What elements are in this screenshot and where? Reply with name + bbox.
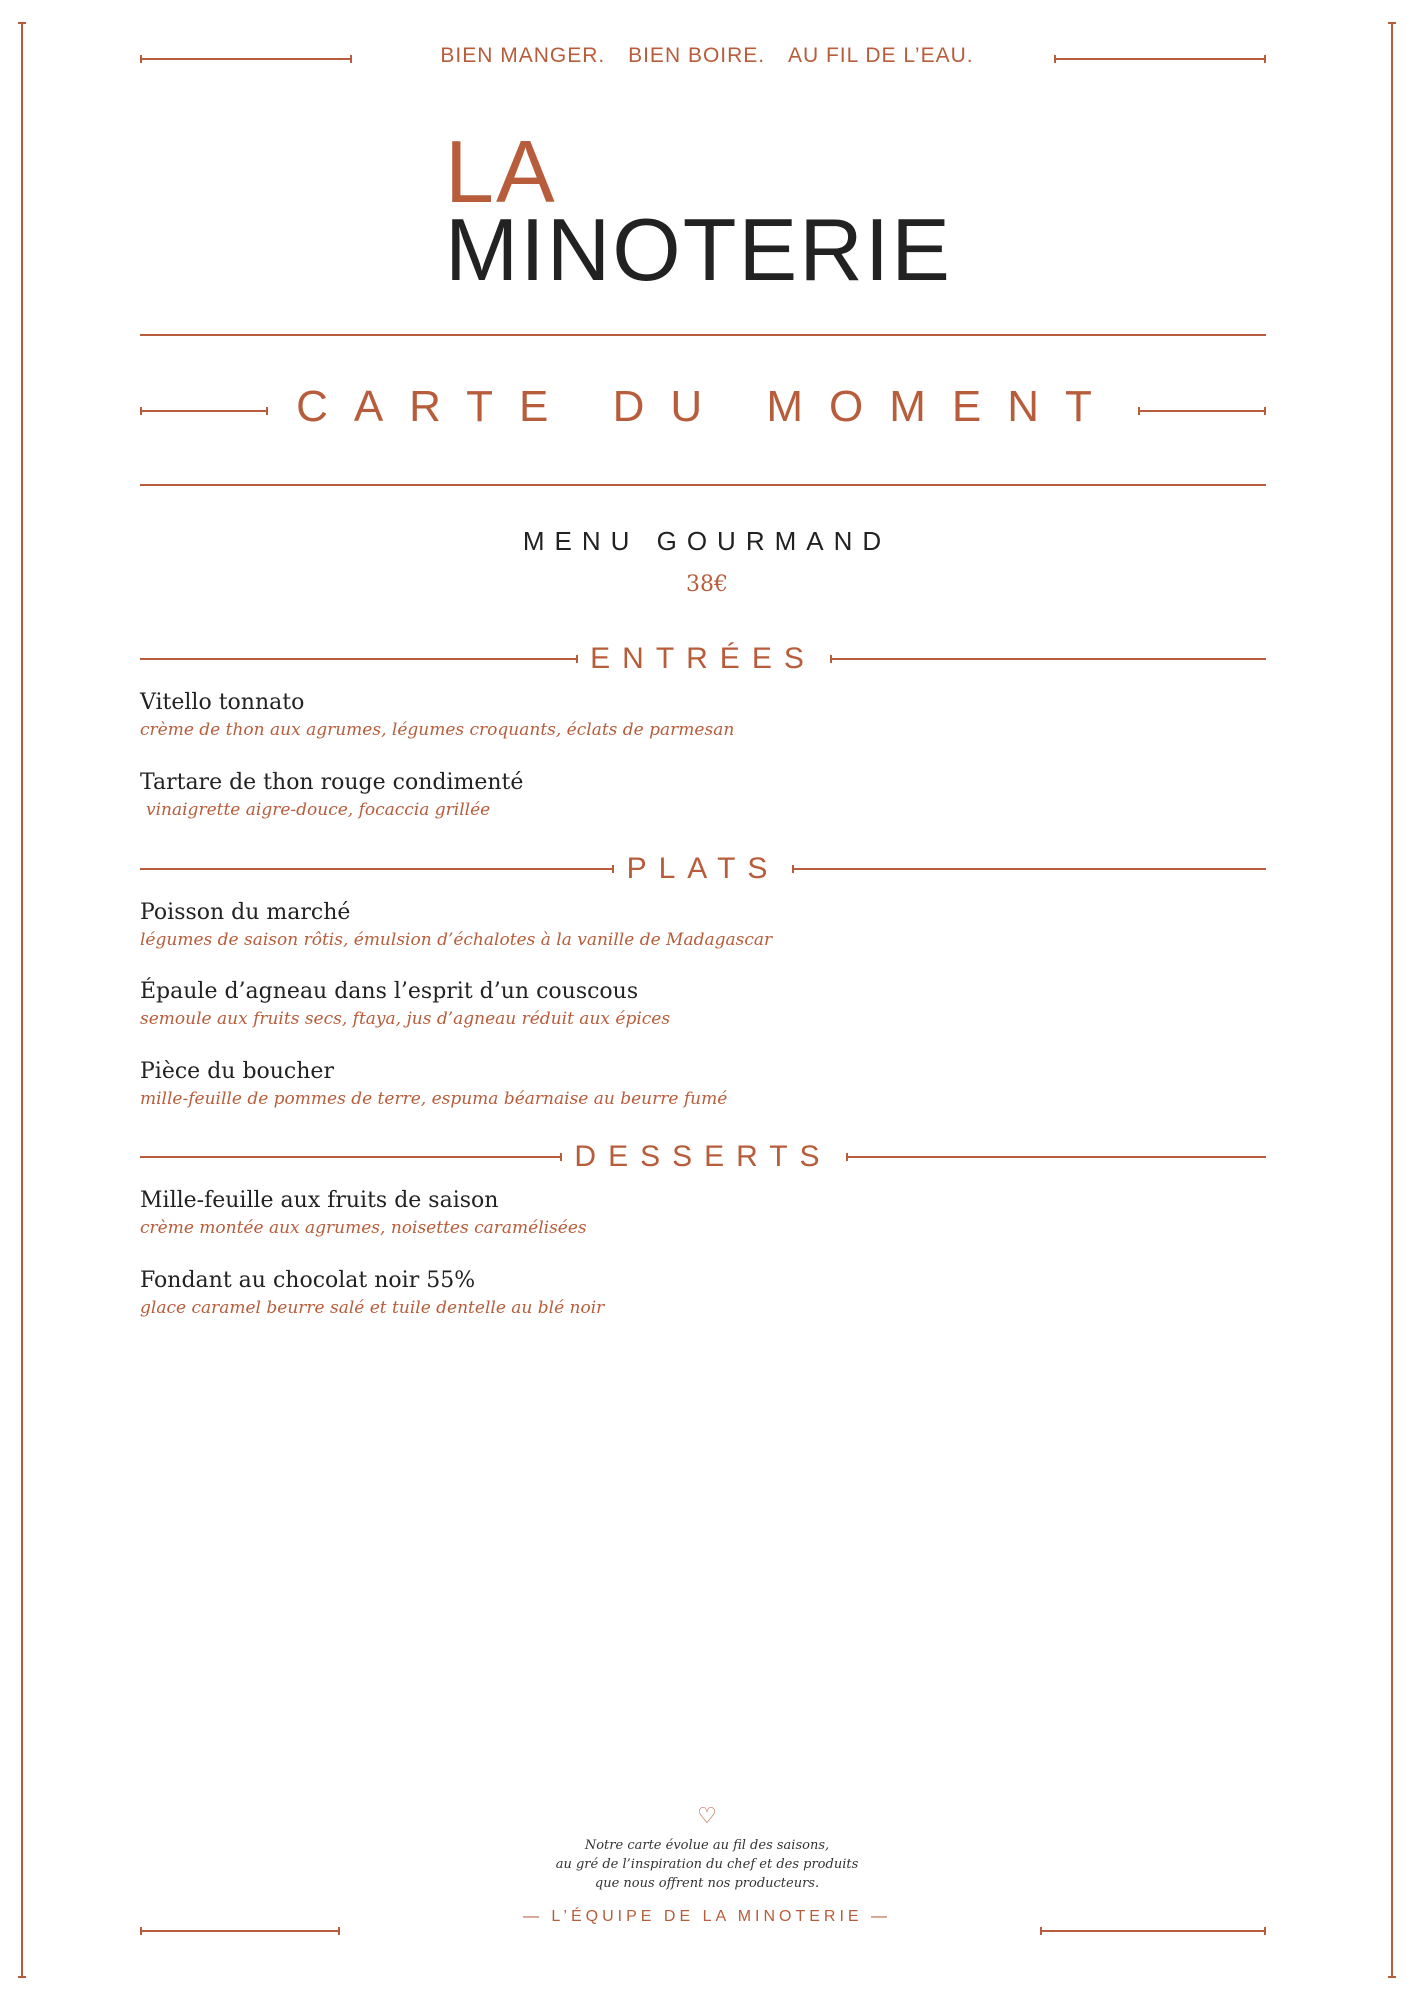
- restaurant-logo: [445, 122, 952, 299]
- dish-item: [140, 1186, 587, 1240]
- dish-name: Fondant au chocolat noir 55%: [140, 1268, 476, 1293]
- dish-item: [140, 977, 670, 1031]
- left-border: [21, 22, 23, 1978]
- tagline-part: BIEN BOIRE.: [628, 44, 766, 67]
- dish-description: légumes de saison rôtis, émulsion d’échalotes à la vanille de Madagascar: [140, 930, 773, 950]
- menu-name: MENU GOURMAND: [522, 526, 892, 556]
- dish-item: [140, 688, 734, 742]
- dish-name: Épaule d’agneau dans l’esprit d’un couscous: [140, 979, 639, 1004]
- dish-name: Poisson du marché: [140, 900, 351, 925]
- footer-line: Notre carte évolue au fil des saisons,: [584, 1838, 830, 1853]
- divider-rule: [140, 334, 1266, 336]
- dish-name: Pièce du boucher: [140, 1059, 334, 1084]
- dish-description: mille-feuille de pommes de terre, espuma béarnaise au beurre fumé: [140, 1089, 728, 1109]
- section-header-desserts: [140, 1137, 1266, 1177]
- section-title: PLATS: [626, 852, 780, 885]
- divider-rule: [140, 484, 1266, 486]
- bottom-left-rule: [140, 1930, 340, 1932]
- section-header-plats: [140, 849, 1266, 889]
- team-signature: — L’ÉQUIPE DE LA MINOTERIE —: [522, 1908, 892, 1925]
- dish-description: crème montée aux agrumes, noisettes caramélisées: [140, 1218, 587, 1238]
- tagline: [0, 44, 1414, 68]
- logo-minoterie: MINOTERIE: [445, 200, 952, 299]
- heart-icon: ♡: [697, 1804, 717, 1829]
- dish-item: [140, 898, 772, 952]
- menu-price: 38€: [686, 572, 728, 597]
- tagline-part: AU FIL DE L’EAU.: [787, 44, 974, 67]
- logo-la: LA: [445, 122, 557, 221]
- dish-description: vinaigrette aigre-douce, focaccia grillée: [146, 800, 491, 820]
- dish-name: Vitello tonnato: [140, 690, 305, 715]
- dish-item: [140, 768, 523, 822]
- right-border: [1391, 22, 1393, 1978]
- dish-item: [140, 1057, 727, 1111]
- bottom-right-rule: [1040, 1930, 1266, 1932]
- dish-name: Tartare de thon rouge condimenté: [140, 770, 524, 795]
- footer-line: que nous offrent nos producteurs.: [594, 1876, 820, 1891]
- section-title: DESSERTS: [574, 1140, 832, 1173]
- footer-line: au gré de l’inspiration du chef et des produits: [555, 1857, 859, 1872]
- dish-item: [140, 1266, 604, 1320]
- section-title: ENTRÉES: [590, 642, 816, 675]
- carte-title: CARTE DU MOMENT: [296, 382, 1118, 431]
- section-header-entrees: [140, 639, 1266, 679]
- tagline-part: BIEN MANGER.: [440, 44, 606, 67]
- dish-description: glace caramel beurre salé et tuile dentelle au blé noir: [140, 1298, 605, 1318]
- dish-name: Mille-feuille aux fruits de saison: [140, 1188, 499, 1213]
- dish-description: crème de thon aux agrumes, légumes croquants, éclats de parmesan: [140, 720, 735, 740]
- dish-description: semoule aux fruits secs, ftaya, jus d’agneau réduit aux épices: [140, 1009, 671, 1029]
- footer-note: [0, 1836, 1414, 1893]
